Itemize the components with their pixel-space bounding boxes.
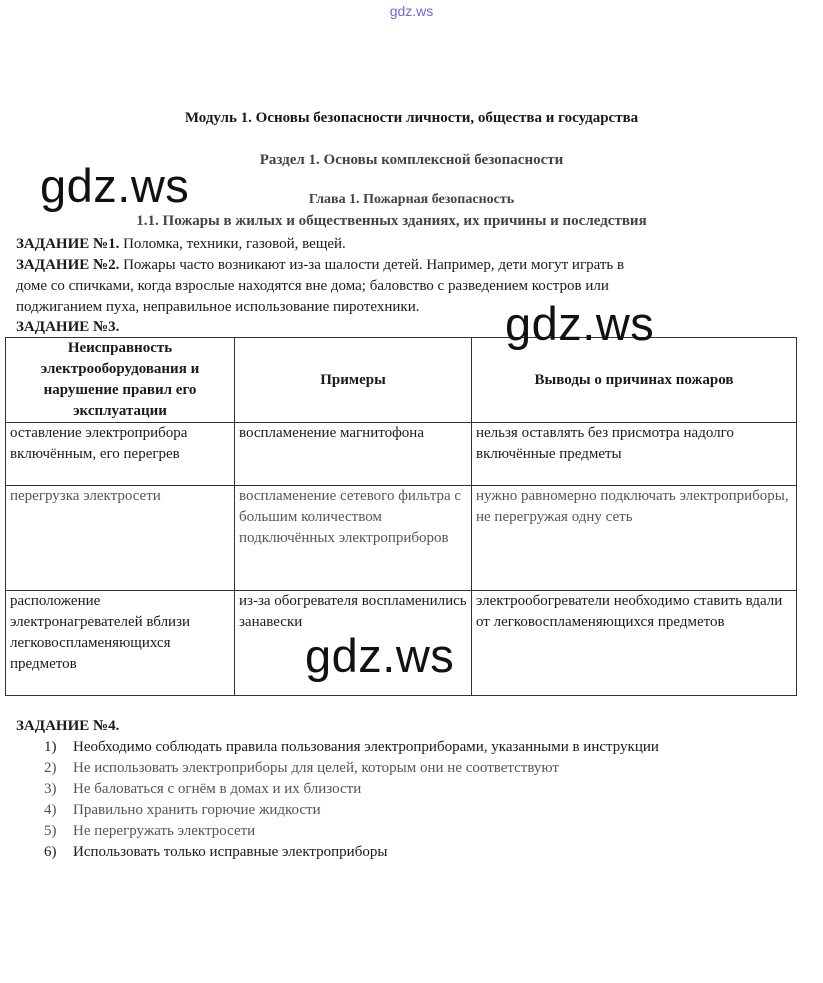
task2-line-2: доме со спичками, когда взрослые находятся вне дома; баловство с разведением костров или [16, 278, 609, 294]
task2-line-3: поджиганием пуха, неправильное использование пиротехники. [16, 299, 420, 315]
site-header-link[interactable]: gdz.ws [389, 3, 434, 19]
module-title: Модуль 1. Основы безопасности личности, общества и государства [184, 110, 639, 126]
watermark-logo: gdz.ws [305, 629, 455, 682]
list-item-text: Не баловаться с огнём в домах и их близости [73, 781, 362, 797]
table-cell: перегрузка электросети [6, 486, 235, 591]
list-item-number: 4) [44, 802, 57, 818]
table-cell: электрообогреватели необходимо ставить вдали от легковоспламеняющихся предметов [472, 591, 797, 696]
list-item [40, 800, 720, 821]
table-header-cell: Неисправность электрооборудования и нарушение правил его эксплуатации [6, 338, 235, 423]
list-item [40, 842, 720, 863]
chapter-title: Глава 1. Пожарная безопасность [308, 192, 515, 207]
task2-line-1 [16, 255, 624, 276]
list-item-text: Правильно хранить горючие жидкости [73, 802, 321, 818]
table-header-cell: Примеры [235, 338, 472, 423]
table-header-cell: Выводы о причинах пожаров [472, 338, 797, 423]
task2-label: ЗАДАНИЕ №2. [16, 257, 120, 273]
list-item-number: 3) [44, 781, 57, 797]
task1 [16, 234, 346, 255]
list-item-text: Использовать только исправные электроприборы [73, 844, 388, 860]
task4-label: ЗАДАНИЕ №4. [16, 718, 120, 734]
watermark-logo: gdz.ws [40, 159, 190, 212]
list-item-text: Не перегружать электросети [73, 823, 256, 839]
list-item [40, 758, 720, 779]
list-item-text: Не использовать электроприборы для целей, которым они не соответствуют [73, 760, 559, 776]
task4-list [40, 737, 720, 863]
table-row [6, 486, 797, 591]
list-item [40, 737, 720, 758]
task1-label: ЗАДАНИЕ №1. [16, 236, 120, 252]
task2-text: Пожары часто возникают из-за шалости детей. Например, дети могут играть в [123, 257, 625, 273]
list-item-number: 6) [44, 844, 57, 860]
table-cell: оставление электроприбора включённым, его перегрев [6, 423, 235, 486]
list-item-number: 1) [44, 739, 57, 755]
table-header-row [6, 338, 797, 423]
task3-label: ЗАДАНИЕ №3. [16, 319, 120, 335]
list-item [40, 779, 720, 800]
list-item-number: 5) [44, 823, 57, 839]
table-cell: воспламенение магнитофона [235, 423, 472, 486]
table-cell: из-за обогревателя воспламенились занавески [235, 591, 472, 696]
table-cell: нельзя оставлять без присмотра надолго включённые предметы [472, 423, 797, 486]
table-cell: нужно равномерно подключать электроприборы, не перегружая одну сеть [472, 486, 797, 591]
task4-label-line [16, 716, 119, 737]
task1-text: Поломка, техники, газовой, вещей. [123, 236, 346, 252]
paragraph-title: 1.1. Пожары в жилых и общественных зданиях, их причины и последствия [136, 213, 647, 229]
table-row [6, 423, 797, 486]
list-item [40, 821, 720, 842]
task3-label-line [16, 317, 119, 338]
section-title: Раздел 1. Основы комплексной безопасности [259, 152, 564, 168]
watermark-logo: gdz.ws [505, 297, 655, 350]
list-item-text: Необходимо соблюдать правила пользования электроприборами, указанными в инструкции [73, 739, 659, 755]
table-cell: расположение электронагревателей вблизи легковоспламеняющихся предметов [6, 591, 235, 696]
table-cell: воспламенение сетевого фильтра с большим количеством подключённых электроприборов [235, 486, 472, 591]
list-item-number: 2) [44, 760, 57, 776]
